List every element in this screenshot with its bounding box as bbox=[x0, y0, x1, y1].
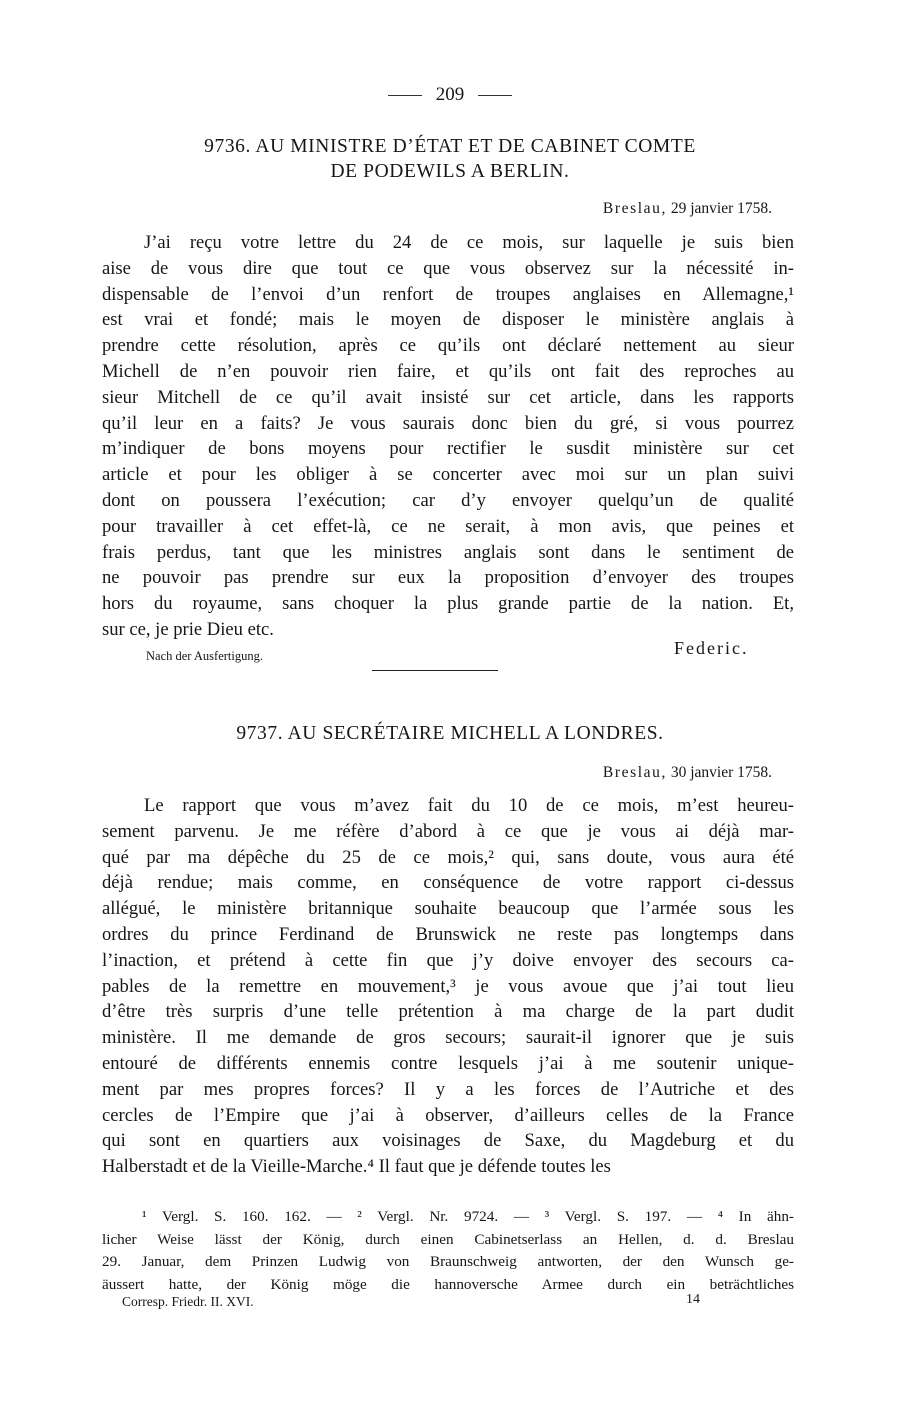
letter-9737-body-line: déjà rendue; mais comme, en conséquence de votre rapport ci-dessus bbox=[102, 872, 794, 894]
letter-9737-body-line: sement parvenu. Je me réfère d’abord à ce que je vous ai déjà mar- bbox=[102, 820, 794, 842]
footnote-line: ¹ Vergl. S. 160. 162. — ² Vergl. Nr. 9724. — ³ Vergl. S. 197. — ⁴ In ähn- bbox=[142, 1208, 794, 1225]
letter-9736-date: 29 janvier 1758. bbox=[670, 200, 772, 217]
letter-9736-body-line: sieur Mitchell de ce qu’il avait insisté sur cet article, dans les rapports bbox=[102, 386, 794, 408]
footnote-line: licher Weise lässt der König, durch einen Cabinetserlass an Hellen, d. d. Breslau bbox=[102, 1230, 794, 1248]
footnotes bbox=[102, 1206, 794, 1296]
letter-9736-body-line: m’indiquer de bons moyens pour rectifier le susdit ministère sur cet bbox=[102, 438, 794, 460]
letter-9737-body-line: ministère. Il me demande de gros secours; saurait-il ignorer que je suis bbox=[102, 1027, 794, 1049]
footnote-line: 29. Januar, dem Prinzen Ludwig von Braunschweig antworten, der den Wunsch ge- bbox=[102, 1253, 794, 1271]
letter-9737-body-line: qué par ma dépêche du 25 de ce mois,² qui, sans doute, vous aura été bbox=[102, 846, 794, 868]
letter-9737-body-line: l’inaction, et prétend à cette fin que j’y doive envoyer des secours ca- bbox=[102, 949, 794, 971]
letter-9736-body-line: aise de vous dire que tout ce que vous observez sur la nécessité in- bbox=[102, 257, 794, 279]
page-number bbox=[0, 84, 900, 106]
letter-9736-heading-line2: DE PODEWILS A BERLIN. bbox=[330, 161, 570, 182]
letter-9737-body bbox=[102, 793, 794, 1180]
letter-9736-body-line: dont on poussera l’exécution; car d’y envoyer quelqu’un de qualité bbox=[102, 489, 794, 511]
letter-9736-body-line: frais perdus, tant que les ministres anglais sont dans le sentiment de bbox=[102, 541, 794, 563]
letter-9737-body-line: cercles de l’Empire que j’ai à observer, d’ailleurs celles de la France bbox=[102, 1104, 794, 1126]
letter-9737-date: 30 janvier 1758. bbox=[670, 764, 772, 781]
page-number-dash-left bbox=[388, 95, 422, 96]
letter-9737-body-line: ment par mes propres forces? Il y a les forces de l’Autriche et des bbox=[102, 1078, 794, 1100]
letter-9736-dateline bbox=[603, 200, 772, 218]
letter-9737-body-line: pables de la remettre en mouvement,³ je vous avoue que j’ai tout lieu bbox=[102, 975, 794, 997]
letter-9736-body-line: hors du royaume, sans choquer la plus grande partie de la nation. Et, bbox=[102, 593, 794, 615]
letter-9737-body-line: d’être très surpris d’une telle prétention à ma charge de la part dudit bbox=[102, 1001, 794, 1023]
letter-9737-body-line: entouré de différents ennemis contre lesquels j’ai à me soutenir unique- bbox=[102, 1052, 794, 1074]
letter-9736-body-line: sur ce, je prie Dieu etc. bbox=[102, 618, 274, 640]
footer-source: Corresp. Friedr. II. XVI. bbox=[122, 1294, 254, 1309]
letter-9736-body-line: pour travailler à cet effet-là, ce ne serait, à mon avis, que peines et bbox=[102, 515, 794, 537]
letter-9737-place: Breslau, bbox=[602, 764, 667, 781]
letter-9736-body-line: article et pour les obliger à se concerter avec moi sur un plan suivi bbox=[102, 464, 794, 486]
letter-9736-body-line: J’ai reçu votre lettre du 24 de ce mois, sur laquelle je suis bien bbox=[144, 232, 794, 253]
letter-9736-heading-line1: 9736. AU MINISTRE D’ÉTAT ET DE CABINET COMTE bbox=[204, 136, 696, 157]
letter-9736-body-line: dispensable de l’envoi d’un renfort de troupes anglaises en Allemagne,¹ bbox=[102, 283, 794, 305]
letter-9736-source-note: Nach der Ausfertigung. bbox=[146, 649, 263, 663]
page-number-text: 209 bbox=[435, 84, 465, 105]
letter-9737-body-line: ordres du prince Ferdinand de Brunswick ne reste pas longtemps dans bbox=[102, 923, 794, 945]
letter-9737-body-line: Halberstadt et de la Vieille-Marche.⁴ Il faut que je défende toutes les bbox=[102, 1156, 611, 1178]
letter-9737-body-line: qui sont en quartiers aux voisinages de Saxe, du Magdeburg et du bbox=[102, 1130, 794, 1152]
letter-9736-body-line: est vrai et fondé; mais le moyen de disposer le ministère anglais à bbox=[102, 309, 794, 331]
footer-signature-mark: 14 bbox=[686, 1292, 700, 1307]
letter-9737-body-line: Le rapport que vous m’avez fait du 10 de ce mois, m’est heureu- bbox=[144, 795, 794, 816]
letter-9736-body-line: Michell de n’en pouvoir rien faire, et qu’ils ont fait des reproches au bbox=[102, 360, 794, 382]
letter-9737-heading: 9737. AU SECRÉTAIRE MICHELL A LONDRES. bbox=[236, 723, 664, 744]
letter-9736-place: Breslau, bbox=[602, 200, 667, 217]
letter-9737-dateline bbox=[603, 764, 772, 782]
letter-9736-body-line: qu’il leur en a faits? Je vous saurais donc bien du gré, si vous pourrez bbox=[102, 412, 794, 434]
letter-9736-body-line: prendre cette résolution, après ce qu’ils ont déclaré nettement au sieur bbox=[102, 335, 794, 357]
letter-9736-signature: Federic. bbox=[674, 638, 749, 658]
page-number-dash-right bbox=[478, 95, 512, 96]
letter-9736-body-line: ne pouvoir pas prendre sur eux la proposition d’envoyer des troupes bbox=[102, 567, 794, 589]
section-divider bbox=[372, 670, 498, 671]
footnote-line: äussert hatte, der König möge die hannoversche Armee durch ein beträchtliches bbox=[102, 1275, 794, 1293]
letter-9737-body-line: allégué, le ministère britannique souhaite beaucoup que l’armée sous les bbox=[102, 898, 794, 920]
letter-9736-body bbox=[102, 230, 794, 643]
